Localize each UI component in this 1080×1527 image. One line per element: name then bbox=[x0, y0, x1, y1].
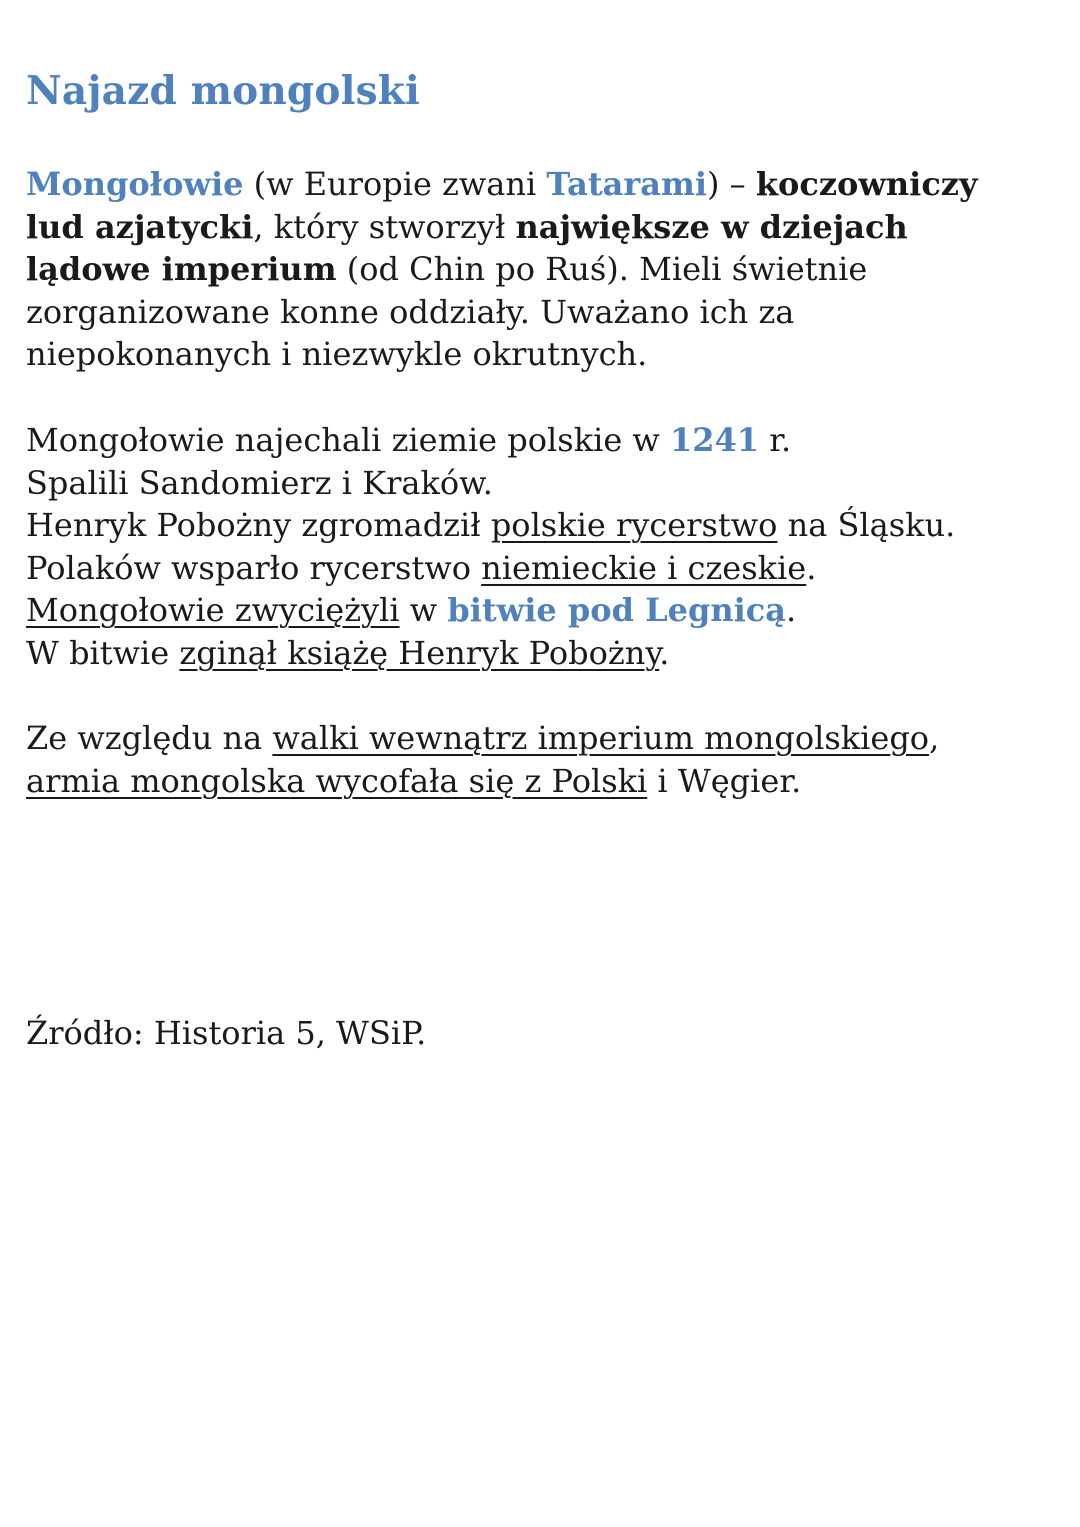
text: Henryk Pobożny zgromadził bbox=[26, 506, 491, 545]
page-title: Najazd mongolski bbox=[26, 68, 421, 114]
text: . bbox=[659, 633, 670, 672]
battle-highlight: bitwie pod Legnicą bbox=[447, 591, 786, 630]
text: , który stworzył bbox=[253, 207, 516, 246]
intro-line-2 bbox=[26, 206, 978, 249]
withdrawal-line-1 bbox=[26, 717, 939, 760]
intro-line-5: niepokonanych i niezwykle okrutnych. bbox=[26, 335, 648, 374]
intro-line-4: zorganizowane konne oddziały. Uważano ich za bbox=[26, 292, 795, 331]
source-citation: Źródło: Historia 5, WSiP. bbox=[26, 1014, 427, 1052]
text: (od Chin po Ruś). Mieli świetnie bbox=[336, 250, 868, 289]
underlined-text: zginął książę Henryk Pobożny bbox=[179, 633, 660, 672]
underlined-text: niemieckie i czeskie bbox=[481, 548, 807, 587]
text: . bbox=[806, 548, 817, 587]
invasion-line-3 bbox=[26, 504, 955, 547]
invasion-line-4 bbox=[26, 547, 955, 590]
year-highlight: 1241 bbox=[669, 421, 760, 459]
bold-text: koczowniczy bbox=[755, 165, 978, 203]
invasion-line-5 bbox=[26, 589, 955, 632]
bold-text: lud azjatycki bbox=[26, 207, 254, 246]
underlined-text: armia mongolska wycofała się z Polski bbox=[26, 761, 648, 800]
invasion-line-1 bbox=[26, 419, 955, 462]
text: . bbox=[785, 591, 797, 630]
bold-text: największe w dziejach bbox=[515, 207, 908, 246]
underlined-text: Mongołowie zwyciężyli bbox=[26, 591, 400, 630]
term-tatarami: Tatarami bbox=[546, 165, 707, 203]
intro-paragraph bbox=[26, 163, 978, 376]
text: na Śląsku. bbox=[777, 506, 956, 545]
underlined-text: polskie rycerstwo bbox=[490, 506, 778, 545]
text: i Węgier. bbox=[647, 761, 802, 800]
invasion-paragraph bbox=[26, 419, 955, 675]
text: W bitwie bbox=[26, 633, 180, 672]
withdrawal-line-2 bbox=[26, 760, 939, 803]
text: (w Europie zwani bbox=[243, 165, 547, 203]
text: w bbox=[399, 591, 448, 630]
invasion-line-6 bbox=[26, 632, 955, 675]
intro-line-1 bbox=[26, 163, 978, 206]
text: r. bbox=[759, 421, 792, 459]
invasion-line-2: Spalili Sandomierz i Kraków. bbox=[26, 463, 493, 502]
term-mongolowie: Mongołowie bbox=[26, 165, 244, 203]
bold-text: lądowe imperium bbox=[26, 250, 337, 289]
text: , bbox=[929, 719, 940, 757]
text: Polaków wsparło rycerstwo bbox=[26, 548, 482, 587]
underlined-text: walki wewnątrz imperium mongolskiego bbox=[272, 719, 930, 757]
text: Mongołowie najechali ziemie polskie w bbox=[26, 421, 670, 459]
withdrawal-paragraph bbox=[26, 717, 939, 802]
intro-line-3 bbox=[26, 248, 978, 291]
text: Ze względu na bbox=[26, 719, 273, 757]
text: ) – bbox=[707, 165, 756, 203]
